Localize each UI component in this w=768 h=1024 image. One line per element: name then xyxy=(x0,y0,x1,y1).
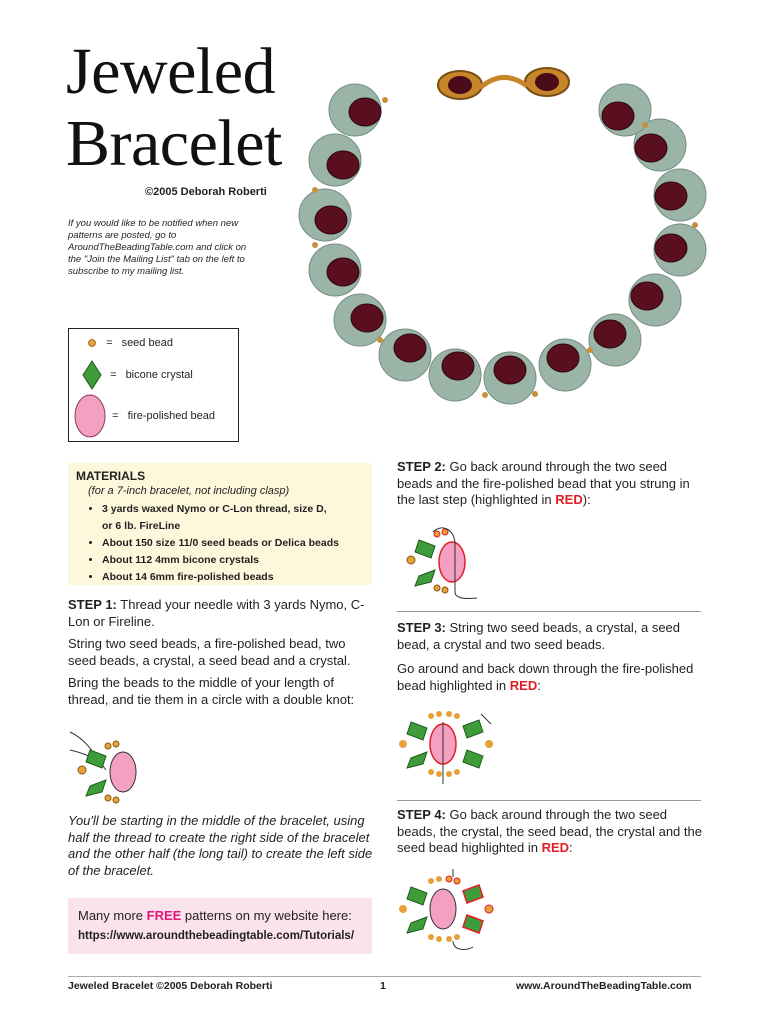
promo-box xyxy=(68,898,372,954)
step-1-diagram xyxy=(68,730,148,810)
step-4-diagram xyxy=(397,867,507,953)
legend-seed-label: seed bead xyxy=(121,337,173,349)
bracelet-direction-note: You'll be starting in the middle of the bracelet, using half the thread to create the right side of the bracelet and the other half (the long tail) to create the left side of the bracelet. xyxy=(68,813,373,878)
materials-box xyxy=(68,463,372,585)
step-1 xyxy=(68,597,373,708)
step-divider xyxy=(397,611,701,612)
bead-legend xyxy=(68,328,239,442)
mailing-list-note: If you would like to be notified when new patterns are posted, go to AroundTheBeadingTable.com and click on the "Join the Mailing List" tab on the left to subscribe to my mailing list. xyxy=(68,218,247,277)
equals-sign: = xyxy=(112,409,119,422)
copyright: ©2005 Deborah Roberti xyxy=(145,186,267,198)
legend-fire-polished-row xyxy=(73,393,215,439)
step-2: STEP 2: Go back around through the two seed beads and the fire-polished bead that you strung in the last step (highlighted in RED): xyxy=(397,459,690,507)
step-3-diagram xyxy=(397,704,507,788)
step-1-para-2: String two seed beads, a fire-polished bead, two seed beads, a crystal, a seed bead and a crystal. xyxy=(68,636,351,668)
footer-left: Jeweled Bracelet ©2005 Deborah Roberti xyxy=(68,980,273,992)
tutorials-link[interactable]: https://www.aroundthebeadingtable.com/Tutorials/ xyxy=(78,930,355,942)
equals-sign: = xyxy=(110,368,117,381)
materials-item: • About 150 size 11/0 seed beads or Delica beads xyxy=(102,535,364,552)
bracelet-illustration xyxy=(299,68,706,404)
legend-seed-row xyxy=(87,337,173,349)
fire-polished-bead-icon xyxy=(73,393,107,439)
step-1-intro: STEP 1: Thread your needle with 3 yards Nymo, C-Lon or Fireline. xyxy=(68,597,365,629)
step-4: STEP 4: Go back around through the two seed beads, the crystal, the seed bead, the crystal and the seed bead highlighted in RED: xyxy=(397,807,702,855)
legend-fire-polished-label: fire-polished bead xyxy=(127,409,216,422)
footer-rule xyxy=(68,976,701,977)
step-2-diagram xyxy=(397,522,487,604)
title-line-2: Bracelet xyxy=(66,107,282,180)
legend-crystal-label: bicone crystal xyxy=(125,368,193,381)
promo-text: Many more FREE patterns on my website here: xyxy=(78,908,352,923)
materials-item: • About 14 6mm fire-polished beads xyxy=(102,569,364,586)
materials-list xyxy=(92,501,364,586)
footer-website: www.AroundTheBeadingTable.com xyxy=(516,980,692,992)
step-1-para-3: Bring the beads to the middle of your length of thread, and tie them in a circle with a double knot: xyxy=(68,675,355,707)
step-3 xyxy=(397,620,702,694)
page-number: 1 xyxy=(380,980,386,992)
materials-note: (for a 7-inch bracelet, not including clasp) xyxy=(88,485,290,497)
materials-title: MATERIALS xyxy=(76,469,146,483)
equals-sign: = xyxy=(106,337,113,349)
step-3-intro: STEP 3: String two seed beads, a crystal, a seed bead, a crystal and two seed beads. xyxy=(397,620,681,652)
materials-item: • 3 yards waxed Nymo or C-Lon thread, size D, or 6 lb. FireLine xyxy=(102,501,364,535)
seed-bead-icon xyxy=(87,338,97,348)
legend-crystal-row xyxy=(81,359,193,391)
bicone-crystal-icon xyxy=(81,359,103,391)
step-3-para-2: Go around and back down through the fire-polished bead highlighted in RED: xyxy=(397,661,694,693)
materials-item: • About 112 4mm bicone crystals xyxy=(102,552,364,569)
page-title xyxy=(66,36,282,180)
step-divider xyxy=(397,800,701,801)
bracelet-photo xyxy=(285,60,753,435)
title-line-1: Jeweled xyxy=(66,35,276,108)
